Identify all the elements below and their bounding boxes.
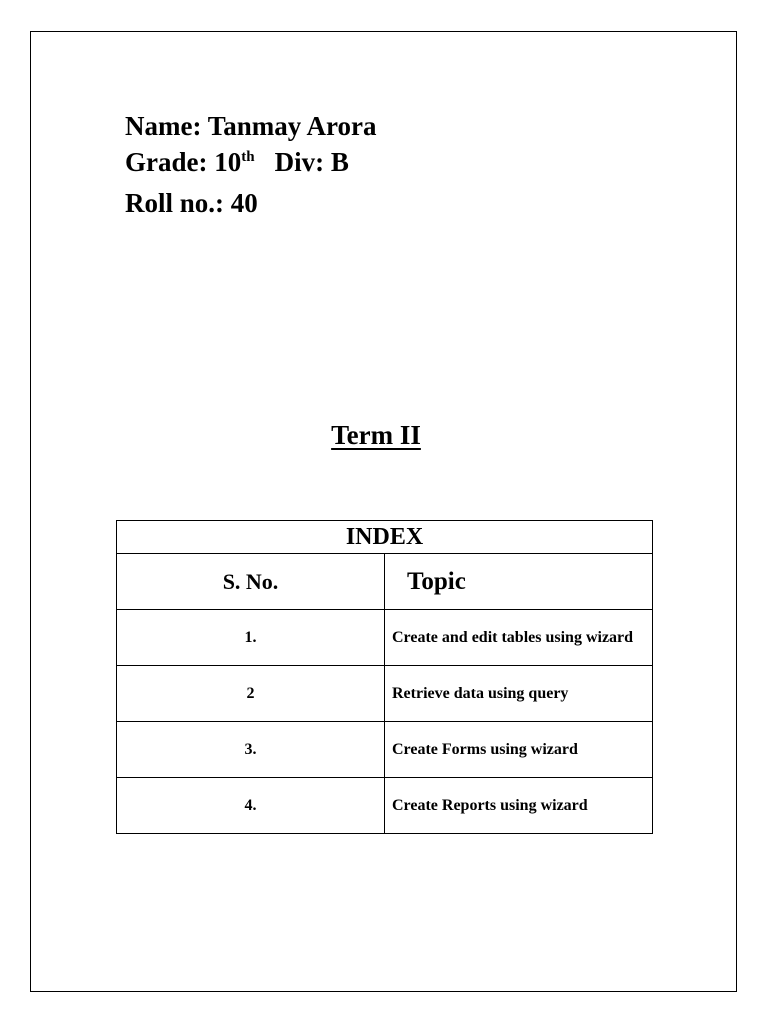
table-row bbox=[117, 666, 653, 722]
student-info bbox=[125, 108, 377, 221]
row-topic: Create Forms using wizard bbox=[385, 722, 653, 778]
student-division: Div: B bbox=[274, 147, 349, 177]
grade-suffix: th bbox=[241, 149, 255, 165]
row-topic: Create and edit tables using wizard bbox=[385, 610, 653, 666]
row-sno: 4. bbox=[117, 778, 385, 834]
student-grade: Grade: 10 bbox=[125, 147, 242, 177]
index-caption-row bbox=[117, 521, 653, 554]
term-title: Term II bbox=[331, 420, 421, 450]
student-name: Name: Tanmay Arora bbox=[125, 111, 377, 141]
index-header-row bbox=[117, 554, 653, 610]
row-topic: Create Reports using wizard bbox=[385, 778, 653, 834]
row-sno: 3. bbox=[117, 722, 385, 778]
header-topic: Topic bbox=[385, 554, 653, 610]
table-row bbox=[117, 722, 653, 778]
index-caption: INDEX bbox=[117, 521, 653, 554]
row-sno: 2 bbox=[117, 666, 385, 722]
table-row bbox=[117, 610, 653, 666]
table-row bbox=[117, 778, 653, 834]
header-sno: S. No. bbox=[117, 554, 385, 610]
row-sno: 1. bbox=[117, 610, 385, 666]
row-topic: Retrieve data using query bbox=[385, 666, 653, 722]
student-roll-number: Roll no.: 40 bbox=[125, 188, 258, 218]
index-table bbox=[116, 520, 653, 834]
student-grade-line bbox=[125, 144, 377, 185]
